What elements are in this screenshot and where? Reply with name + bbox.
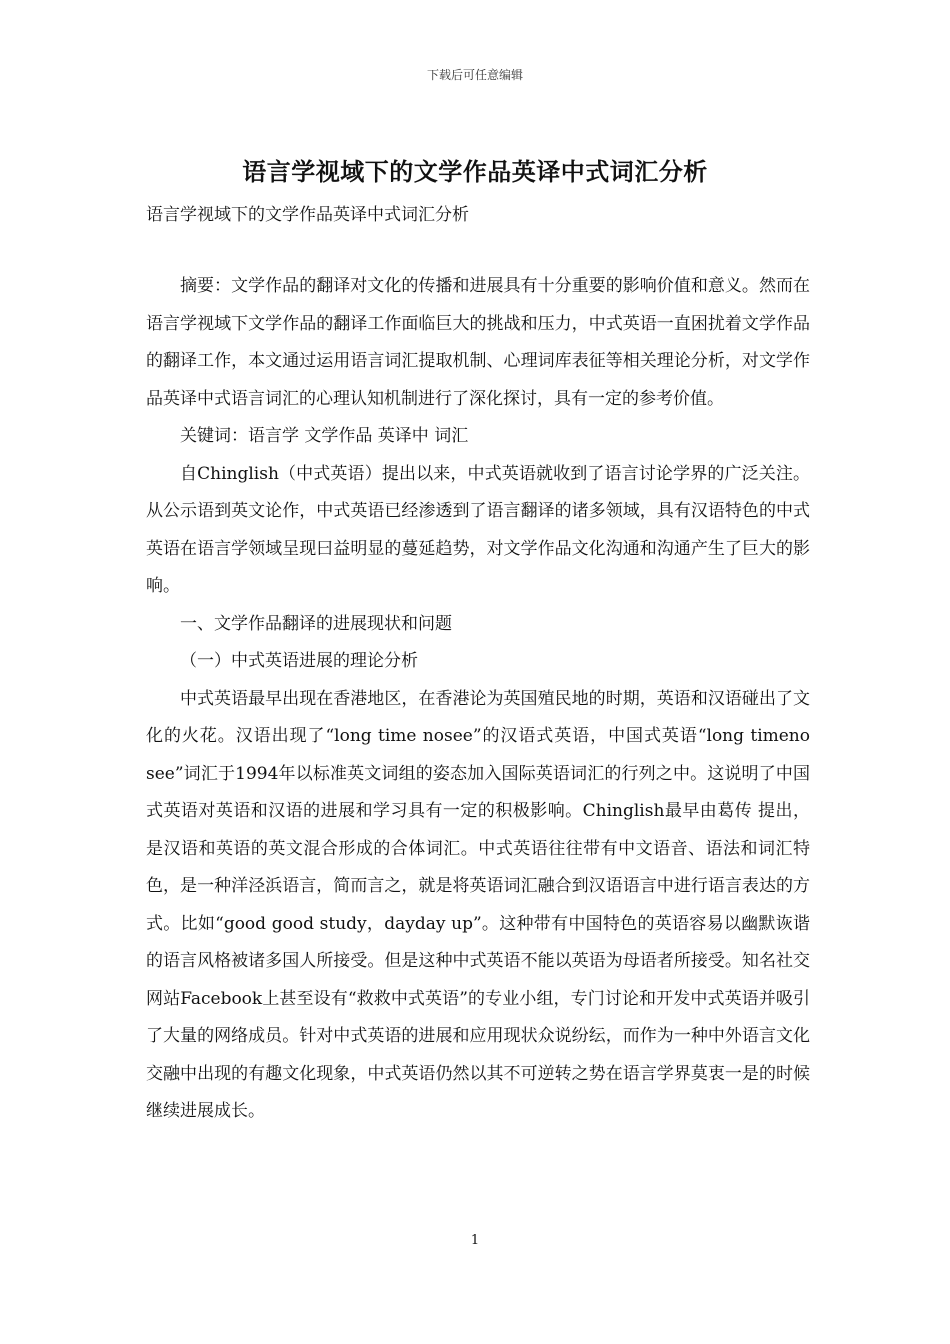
header-note: 下载后可任意编辑 xyxy=(426,68,523,82)
document-subtitle: 语言学视域下的文学作品英译中式词汇分析 xyxy=(146,205,469,225)
document-title: 语言学视域下的文学作品英译中式词汇分析 xyxy=(242,157,708,186)
body-paragraph: 中式英语最早出现在香港地区，在香港论为英国殖民地的时期，英语和汉语碰出了文化的火花。汉语出现了“long time nosee”的汉语式英语，中国式英语“long timeno see”词汇于1994年以标准英文词组的姿态加入国际英语词汇的行列之中。这说明了中国式英语对英语和汉语的进展和学习具有一定的积极影响。Chinglish最早由葛传 提出，是汉语和英语的英文混合形成的合体词汇。中式英语往往带有中文语音、语法和词汇特色，是一种洋泾浜语言，简而言之，就是将英语词汇融合到汉语语言中进行语言表达的方式。比如“good good study，dayday up”。这种带有中国特色的英语容易以幽默诙谐的语言风格被诸多国人所接受。但是这种中式英语不能以英语为母语者所接受。知名社交网站Facebook上甚至设有“救救中式英语”的专业小组，专门讨论和开发中式英语并吸引了大量的网络成员。针对中式英语的进展和应用现状众说纷纭，而作为一种中外语言文化交融中出现的有趣文化现象，中式英语仍然以其不可逆转之势在语言学界莫衷一是的时候继续进展成长。 xyxy=(146,688,810,1121)
keywords-paragraph: 关键词：语言学 文学作品 英译中 词汇 xyxy=(180,426,469,446)
abstract-paragraph: 摘要：文学作品的翻译对文化的传播和进展具有十分重要的影响价值和意义。然而在语言学视域下文学作品的翻译工作面临巨大的挑战和压力，中式英语一直困扰着文学作品的翻译工作，本文通过运用语言词汇提取机制、心理词库表征等相关理论分析，对文学作品英译中式语言词汇的心理认知机制进行了深化探讨，具有一定的参考价值。 xyxy=(146,276,810,409)
subsection-heading: （一）中式英语进展的理论分析 xyxy=(180,651,418,671)
intro-paragraph: 自Chinglish（中式英语）提出以来，中式英语就收到了语言讨论学界的广泛关注。从公示语到英文论作，中式英语已经渗透到了语言翻译的诸多领域，具有汉语特色的中式英语在语言学领域呈现曰益明显的蔓延趋势，对文学作品文化沟通和沟通产生了巨大的影响。 xyxy=(146,463,810,596)
section-heading: 一、文学作品翻译的进展现状和问题 xyxy=(180,613,452,634)
document-body xyxy=(146,268,810,1131)
page-number: 1 xyxy=(470,1233,480,1248)
